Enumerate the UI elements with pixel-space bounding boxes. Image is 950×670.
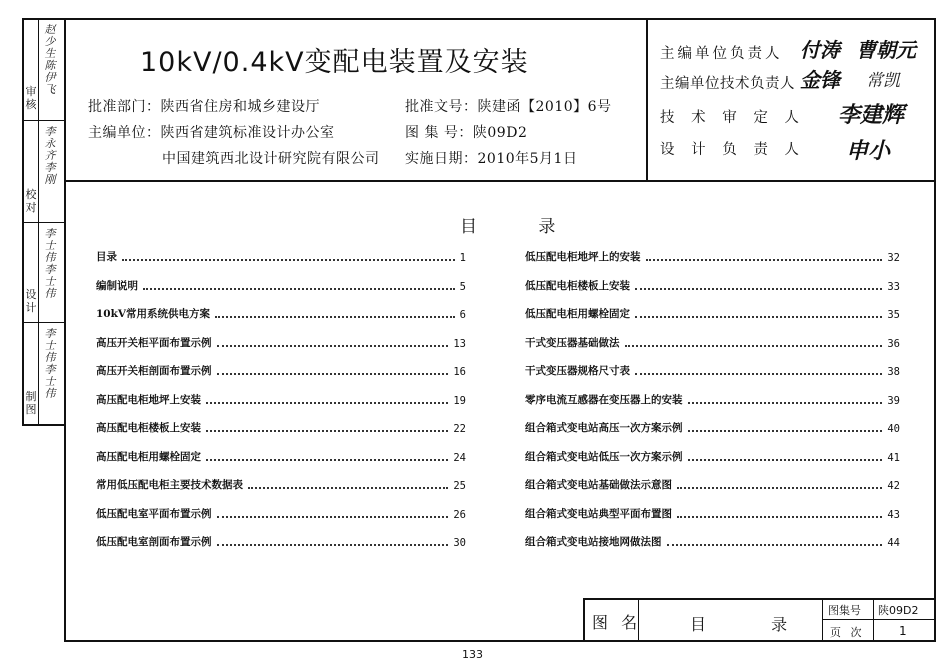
toc-heading: 目 录 — [460, 217, 584, 237]
editor-unit: 主编单位：陕西省建筑标准设计办公室 — [88, 125, 335, 141]
toc-item[interactable]: 组合箱式变电站高压一次方案示例 40 — [525, 422, 900, 435]
header-divider — [64, 180, 936, 182]
figure-name-value: 目 录 — [690, 615, 818, 634]
atlas-number: 图 集 号：陕09D2 — [405, 125, 528, 141]
toc-item[interactable]: 零序电流互感器在变压器上的安装 39 — [525, 394, 900, 407]
figure-name-label: 图 名 — [592, 613, 642, 632]
strip-label-design: 设计 — [25, 288, 37, 314]
toc-item[interactable]: 组合箱式变电站基础做法示意图 42 — [525, 479, 900, 492]
signature-4: 申小 — [846, 139, 891, 164]
signature-1a: 付涛 — [800, 38, 840, 62]
role-tech-reviewer: 技 术 审 定 人 — [660, 110, 805, 126]
toc-item[interactable]: 低压配电室剖面布置示例 30 — [96, 536, 466, 549]
toc-item[interactable]: 干式变压器规格尺寸表 38 — [525, 365, 900, 378]
frame-bottom — [64, 640, 936, 642]
page-title: 10kV/0.4kV变配电装置及安装 — [140, 47, 529, 78]
toc-item[interactable]: 编制说明 5 — [96, 280, 466, 293]
toc-item[interactable]: 高压开关柜平面布置示例 13 — [96, 337, 466, 350]
implementation-date: 实施日期：2010年5月1日 — [405, 151, 578, 167]
atlas-no-value: 陕09D2 — [878, 604, 919, 617]
toc-item[interactable]: 低压配电室平面布置示例 26 — [96, 508, 466, 521]
signature-3: 李建辉 — [838, 103, 905, 128]
signature-1b: 曹朝元 — [856, 38, 916, 62]
strip-label-proof: 校对 — [25, 188, 37, 214]
signature-2b: 常凯 — [866, 71, 900, 91]
approve-dept: 批准部门：陕西省住房和城乡建设厅 — [88, 99, 320, 115]
toc-item[interactable]: 高压开关柜剖面布置示例 16 — [96, 365, 466, 378]
toc-item[interactable]: 10kV常用系统供电方案 6 — [96, 308, 466, 321]
toc-item[interactable]: 组合箱式变电站低压一次方案示例 41 — [525, 451, 900, 464]
toc-item[interactable]: 组合箱式变电站典型平面布置图 43 — [525, 508, 900, 521]
toc-item[interactable]: 低压配电柜地坪上的安装 32 — [525, 251, 900, 264]
toc-item[interactable]: 高压配电柜地坪上安装 19 — [96, 394, 466, 407]
role-chief-editor-unit: 主编单位负责人 — [660, 46, 783, 62]
toc-item[interactable]: 低压配电柜用螺栓固定 35 — [525, 308, 900, 321]
frame-right — [934, 18, 936, 642]
strip-sig-design: 李士伟 李士伟 — [44, 228, 56, 300]
approve-doc-no: 批准文号：陕建函【2010】6号 — [405, 99, 612, 115]
toc-item[interactable]: 目录 1 — [96, 251, 466, 264]
editor-unit-2: 中国建筑西北设计研究院有限公司 — [162, 151, 380, 167]
strip-sig-draw: 李士伟 李士伟 — [44, 328, 56, 400]
signature-2a: 金锋 — [800, 68, 840, 92]
toc-item[interactable]: 低压配电柜楼板上安装 33 — [525, 280, 900, 293]
toc-item[interactable]: 高压配电柜楼板上安装 22 — [96, 422, 466, 435]
atlas-no-label: 图集号 — [828, 604, 861, 617]
strip-sig-proof: 李永齐 李刚 — [44, 126, 56, 186]
toc-item[interactable]: 干式变压器基础做法 36 — [525, 337, 900, 350]
toc-item[interactable]: 组合箱式变电站接地网做法图 44 — [525, 536, 900, 549]
toc-item[interactable]: 常用低压配电柜主要技术数据表 25 — [96, 479, 466, 492]
role-tech-head: 主编单位技术负责人 — [660, 76, 795, 92]
frame-left — [64, 18, 66, 642]
page-no-label: 页 次 — [830, 626, 865, 639]
role-design-head: 设 计 负 责 人 — [660, 142, 805, 158]
strip-sig-review: 赵少生 陈伊飞 — [44, 24, 56, 96]
toc-item[interactable]: 高压配电柜用螺栓固定 24 — [96, 451, 466, 464]
strip-label-draw: 制图 — [25, 390, 37, 416]
page-no-value: 1 — [899, 624, 907, 638]
header-vertical-divider — [646, 18, 648, 180]
strip-label-review: 审核 — [25, 85, 37, 111]
frame-top — [64, 18, 936, 20]
page-number: 133 — [462, 648, 483, 661]
